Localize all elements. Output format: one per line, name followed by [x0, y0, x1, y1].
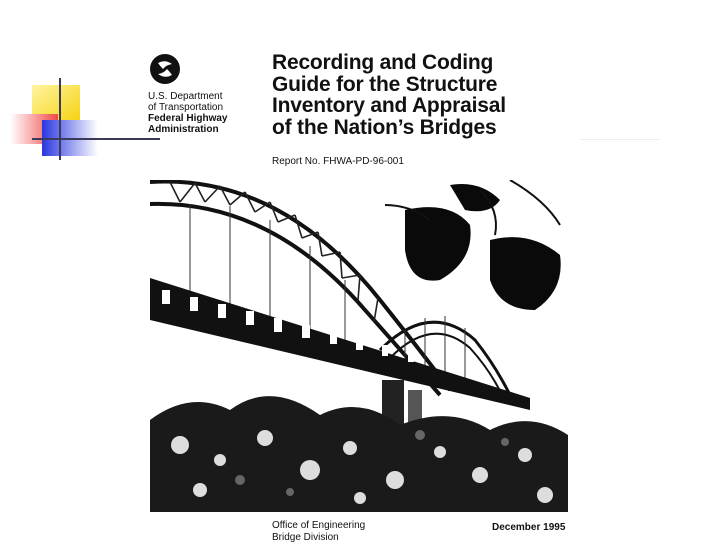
title-line-3: Inventory and Appraisal — [272, 94, 506, 117]
title-line-4: of the Nation’s Bridges — [272, 115, 497, 139]
office-line-2: Bridge Division — [272, 532, 339, 543]
document-title — [272, 52, 572, 138]
office-line-1: Office of Engineering — [272, 520, 366, 531]
bridge-photo — [150, 180, 568, 512]
title-line-2: Guide for the Structure — [272, 72, 498, 96]
title-line-1: Recording and Coding — [272, 51, 494, 74]
agency-line-4: Administration — [148, 124, 219, 135]
publication-date: December 1995 — [492, 522, 566, 533]
dot-logo-icon — [148, 52, 182, 86]
office-block — [272, 520, 365, 544]
agency-block — [148, 52, 258, 135]
decorative-squares — [0, 0, 160, 180]
report-number: Report No. FHWA-PD-96-001 — [272, 156, 404, 167]
agency-line-3: Federal Highway — [148, 113, 228, 124]
rule-extension — [580, 139, 660, 140]
bridge-photo-icon — [150, 180, 568, 512]
agency-line-2: of Transportation — [148, 102, 224, 113]
agency-line-1: U.S. Department — [148, 91, 223, 102]
